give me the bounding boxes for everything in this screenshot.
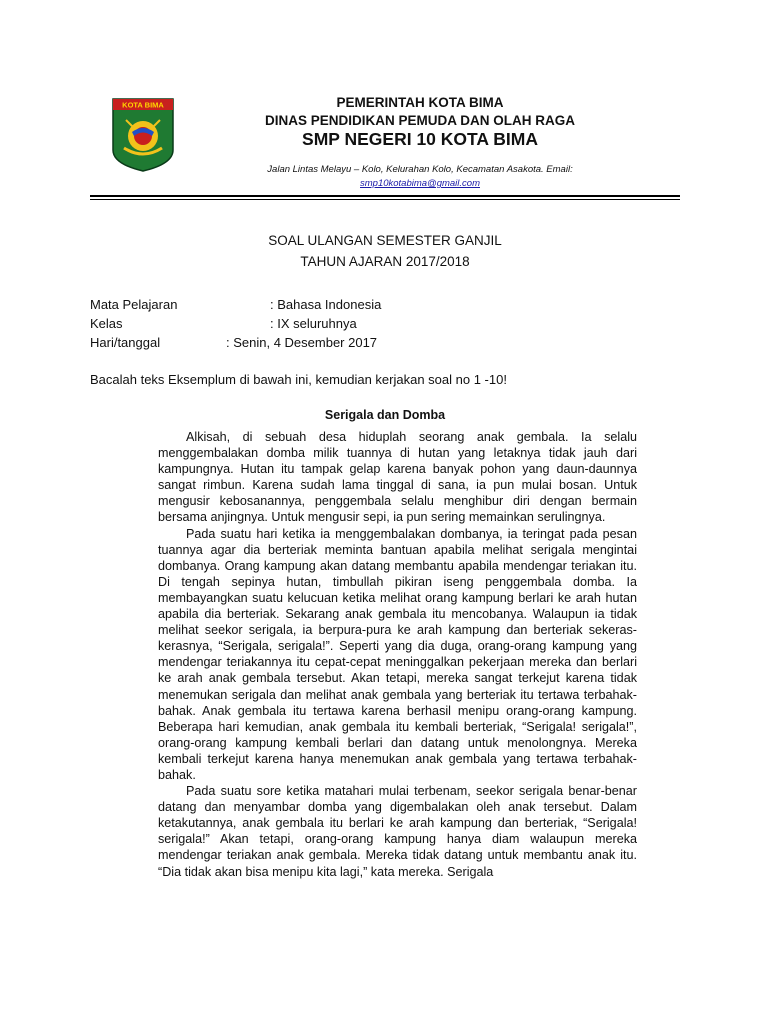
subject-label: Mata Pelajaran <box>90 297 178 312</box>
address-text: Jalan Lintas Melayu – Kolo, Kelurahan Kolo, Kecamatan Asakota. Email: <box>267 164 573 175</box>
email-link[interactable]: smp10kotabima@gmail.com <box>360 178 480 189</box>
story-paragraph: Pada suatu hari ketika ia menggembalakan dombanya, ia teringat pada pesan tuannya agar dia berteriak meminta bantuan apabila melihat serigala mengintai dombanya. Orang kampung akan datang membantu apabila mendengar teriakan itu. Di tengah sepinya hutan, timbullah pikiran iseng penggembala domba. Ia membayangkan suatu kelucuan ketika melihat orang kampung berlari ke arah hutan apabila dia berteriak. Sekarang anak gembala itu mencobanya. Walaupun ia tidak melihat seekor serigala, ia berpura-pura ke arah kampung dan berteriak sekeras-kerasnya, “Serigala, serigala!”. Seperti yang dia duga, orang-orang kampung yang mendengar teriakannya itu cepat-cepat meninggalkan pekerjaan mereka dan berlari ke arah anak gembala tersebut. Akan tetapi, mereka sangat terkejut karena tidak menemukan serigala dan melihat anak gembala yang berteriak itu tertawa terbahak-bahak. Anak gembala itu tertawa karena berhasil menipu orang-orang kampung. Beberapa hari kemudian, anak gembala itu kembali berteriak, “Serigala! serigala!”, orang-orang kampung kembali berlari dan datang untuk menolongnya. Mereka kembali terkejut karena hanya menemukan anak gembala yang tertawa terbahak-bahak. <box>158 526 637 782</box>
class-value: : IX seluruhnya <box>270 316 357 331</box>
kota-bima-logo <box>112 98 174 172</box>
class-label: Kelas <box>90 316 123 331</box>
header-department: DINAS PENDIDIKAN PEMUDA DAN OLAH RAGA <box>264 113 575 128</box>
story-title: Serigala dan Domba <box>324 408 446 422</box>
subject-value: : Bahasa Indonesia <box>270 297 382 312</box>
header-divider-thick <box>90 195 680 197</box>
instruction-text: Bacalah teks Eksemplum di bawah ini, kemudian kerjakan soal no 1 -10! <box>90 372 507 387</box>
header-divider-thin <box>90 199 680 200</box>
date-value: : Senin, 4 Desember 2017 <box>226 335 378 350</box>
exam-title: SOAL ULANGAN SEMESTER GANJIL <box>268 233 502 248</box>
story-paragraph: Pada suatu sore ketika matahari mulai terbenam, seekor serigala benar-benar datang dan menyambar domba yang digembalakan oleh anak tersebut. Dalam ketakutannya, anak gembala itu berlari ke arah kampung dan berteriak, “Serigala! serigala!” Akan tetapi, orang-orang kampung hanya diam walaupun mereka mendengar teriakan anak gembala. Mereka tidak datang untuk membantu anak itu. “Dia tidak akan bisa menipu kita lagi,” kata mereka. Serigala <box>158 784 637 879</box>
header-school-name: SMP NEGERI 10 KOTA BIMA <box>302 129 538 149</box>
header-address <box>220 163 620 191</box>
story-body <box>158 429 637 880</box>
header-government: PEMERINTAH KOTA BIMA <box>336 95 504 110</box>
date-label: Hari/tanggal <box>90 335 161 350</box>
svg-text:KOTA BIMA: KOTA BIMA <box>122 100 164 110</box>
academic-year: TAHUN AJARAN 2017/2018 <box>300 254 470 269</box>
story-paragraph: Alkisah, di sebuah desa hiduplah seorang anak gembala. Ia selalu menggembalakan domba milik tuannya di hutan yang letaknya tidak jauh dari kampungnya. Hutan itu tampak gelap karena banyak pohon yang daun-daunnya sangat rimbun. Karena sudah lama tinggal di sana, ia pun mulai bosan. Untuk mengusir kebosanannya, penggembala selalu menghibur diri dengan bermain bersama anjingnya. Untuk mengusir sepi, ia pun sering memainkan serulingnya. <box>158 430 637 525</box>
